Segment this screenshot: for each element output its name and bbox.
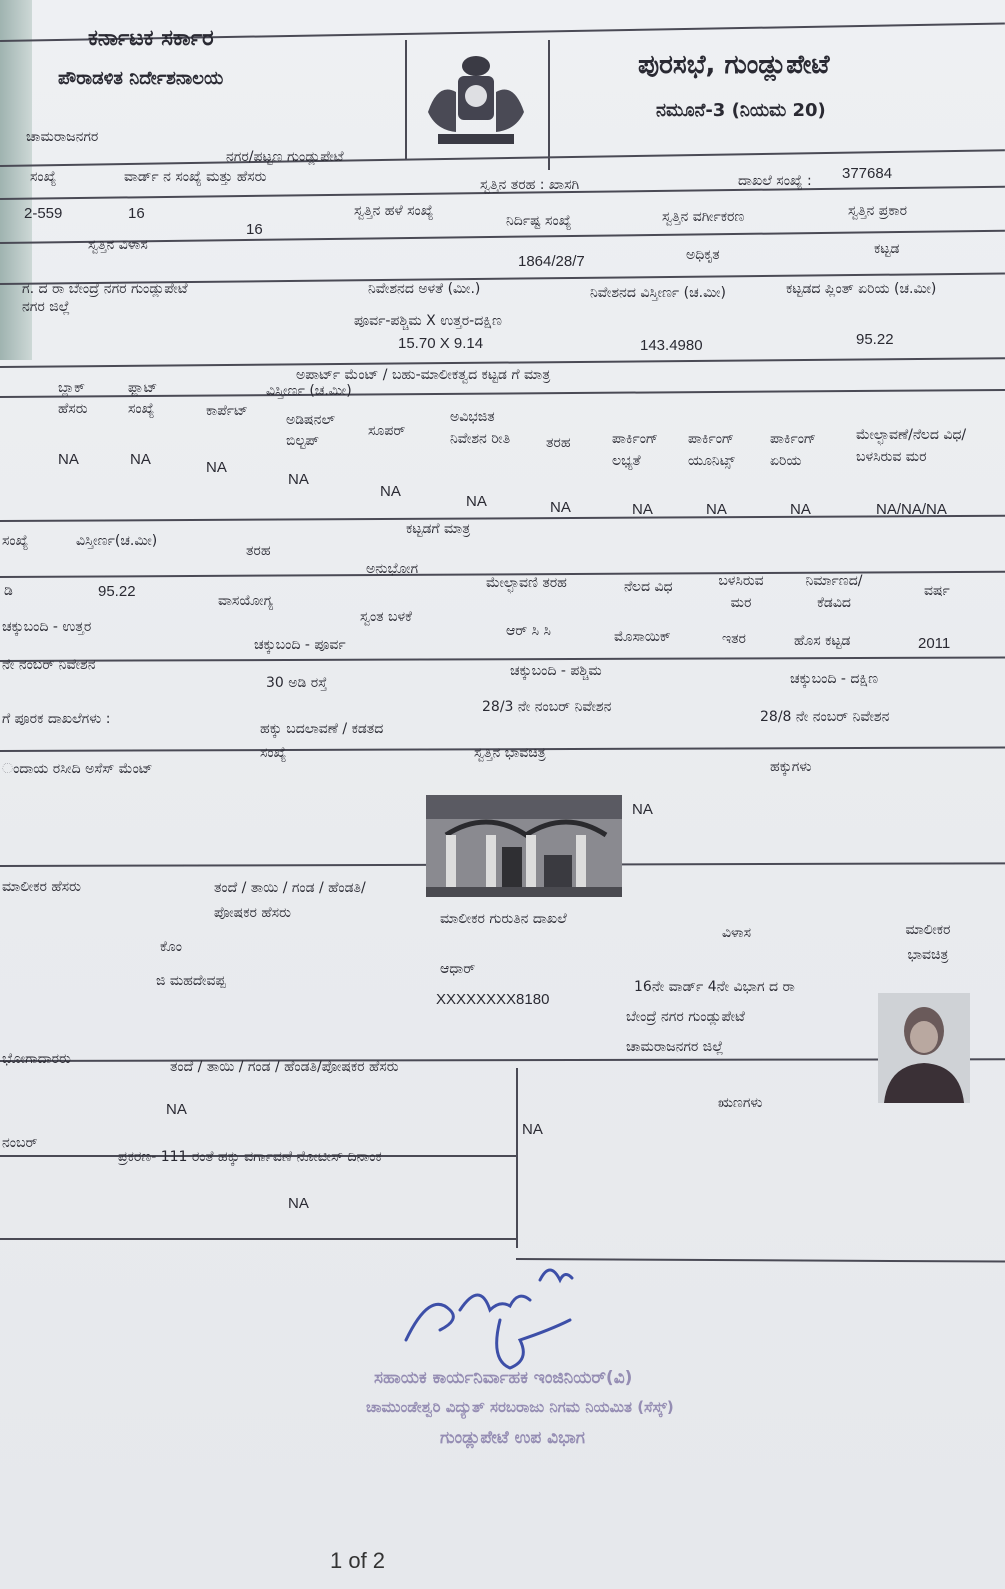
apartment-title: ಅಪಾರ್ಟ್ ಮೆಂಟ್ / ಬಹು-ಮಾಲೀಕತ್ವದ ಕಟ್ಟಡ ಗೆ ಮಾತ್ರ — [296, 367, 551, 383]
bld-header-type: ತರಹ — [246, 543, 271, 559]
apt-header-type: ತರಹ — [546, 435, 571, 451]
value-property-kind: ಕಟ್ಟಡ — [874, 241, 900, 257]
rule-11 — [0, 1058, 1005, 1061]
value-ward-no: 16 — [128, 205, 145, 222]
apt-value: NA — [632, 501, 653, 518]
form-number: ನಮೂನೆ-3 (ನಿಯಮ 20) — [656, 100, 826, 121]
plinth-area-value: 95.22 — [856, 331, 894, 348]
bld-header-year: ವರ್ಷ — [924, 583, 950, 599]
owner-address-line1: 16ನೇ ವಾರ್ಡ್ 4ನೇ ವಿಭಾಗ ದ ರಾ — [634, 979, 795, 995]
rule-4 — [0, 357, 1005, 367]
building-title: ಕಟ್ಟಡಗೆ ಮಾತ್ರ — [406, 521, 471, 537]
apt-header-carpet: ಕಾರ್ಪೆಟ್ — [206, 403, 248, 419]
bld-header-usage: ಅನುಭೋಗ — [366, 561, 419, 577]
stamp-line-3: ಗುಂಡ್ಲುಪೇಟೆ ಉಪ ವಿಭಾಗ — [440, 1428, 585, 1448]
boundary-west-value: 28/3 ನೇ ನಂಬರ್ ನಿವೇಶನ — [482, 699, 612, 715]
debts-header: ಋಣಗಳು — [718, 1095, 763, 1111]
apt-header-parking-avail: ಪಾರ್ಕಿಂಗ್ ಲಭ್ಯತೆ — [612, 431, 659, 470]
rule-2 — [0, 230, 1005, 244]
bld-value-type: ವಾಸಯೋಗ್ಯ — [218, 593, 274, 609]
rule-6 — [0, 515, 1005, 522]
dimension-value: 15.70 X 9.14 — [398, 335, 484, 352]
rule-occupant-split — [516, 1068, 518, 1248]
label-old-number: ಸ್ವತ್ತಿನ ಹಳೆ ಸಂಖ್ಯೆ — [354, 203, 434, 219]
page-number: 1 of 2 — [330, 1548, 386, 1573]
label-specific-number: ನಿರ್ದಿಷ್ಟ ಸಂಖ್ಯೆ — [506, 213, 572, 229]
owner-id-type: ಆಧಾರ್ — [440, 961, 476, 977]
owner-photo-header: ಮಾಲೀಕರ ಭಾವಚಿತ್ರ — [905, 922, 951, 964]
owner-id-header: ಮಾಲೀಕರ ಗುರುತಿನ ದಾಖಲೆ — [440, 911, 567, 927]
signature — [400, 1250, 600, 1380]
apt-header-roof: ಮೇಲ್ಛಾವಣೆ/ನೆಲದ ವಿಧ/ಬಳಸಿರುವ ಮರ — [856, 427, 967, 466]
district-name: ಚಾಮರಾಜನಗರ — [26, 129, 99, 145]
boundary-east-label: ಚಕ್ಕುಬಂದಿ - ಪೂರ್ವ — [254, 637, 346, 653]
notice-date-header: ಪ್ರಕರಣ- 111 ರಂತೆ ಹಕ್ಕು ವರ್ಗಾವಣೆ ನೋಟೀಸ್ ದಿನಾಂಕ — [118, 1149, 382, 1165]
owner-address-header: ವಿಳಾಸ — [722, 925, 752, 941]
rule-8 — [0, 656, 1005, 661]
notice-date-value: NA — [288, 1195, 309, 1212]
bld-value-usage: ಸ್ವಂತ ಬಳಕೆ — [360, 609, 412, 625]
owner-address-line3: ಚಾಮರಾಜನಗರ ಜಿಲ್ಲೆ — [626, 1039, 724, 1055]
property-photo-label: ಸ್ವತ್ತಿನ ಭಾವಚಿತ್ರ — [474, 745, 546, 761]
label-number: ಸಂಖ್ಯೆ — [30, 169, 57, 185]
revenue-receipt: ಂದಾಯ ರಸೀದಿ ಅಸೆಸ್ ಮೆಂಟ್ — [2, 761, 153, 777]
bld-value-construction: ಹೊಸ ಕಟ್ಟಡ — [794, 633, 851, 649]
rights-label: ಹಕ್ಕುಗಳು — [770, 759, 812, 775]
dimension-label: ನಿವೇಶನದ ಅಳತೆ (ಮೀ.) — [368, 281, 481, 297]
label-classification: ಸ್ವತ್ತಿನ ವರ್ಗೀಕರಣ — [662, 209, 745, 225]
value-ward-name: 16 — [246, 221, 263, 238]
state-emblem-icon — [418, 52, 534, 152]
occupant-father-value: NA — [166, 1101, 187, 1118]
record-no: 377684 — [842, 165, 893, 182]
apt-header-block: ಬ್ಲಾಕ್ ಹೆಸರು — [58, 380, 88, 417]
dimension-sub-label: ಪೂರ್ವ-ಪಶ್ಚಿಮ X ಉತ್ತರ-ದಕ್ಷಿಣ — [354, 313, 502, 329]
boundary-east-value: 30 ಅಡಿ ರಸ್ತೆ — [266, 675, 328, 691]
boundary-south-label: ಚಕ್ಕುಬಂದಿ - ದಕ್ಷಿಣ — [790, 671, 879, 687]
apt-header-super: ಸೂಪರ್ — [368, 423, 406, 439]
bld-header-roof: ಮೇಲ್ಛಾವಣಿ ತರಹ — [486, 575, 567, 591]
owner-name-header: ಮಾಲೀಕರ ಹೆಸರು — [2, 879, 81, 895]
apt-value: NA — [58, 451, 79, 468]
bld-value-wood: ಇತರ — [722, 631, 746, 647]
municipality-title: ಪುರಸಭೆ, ಗುಂಡ್ಲುಪೇಟೆ — [638, 50, 830, 80]
directorate-title: ಪೌರಾಡಳಿತ ನಿರ್ದೇಶನಾಲಯ — [58, 68, 224, 89]
bld-header-construction: ನಿರ್ಮಾಣದ/ ಕೆಡವಿದ — [805, 573, 863, 612]
value-classification: ಅಧಿಕೃತ — [686, 247, 720, 263]
apt-header-parking-area: ಪಾರ್ಕಿಂಗ್ ಏರಿಯ — [770, 431, 817, 470]
rights-change-label: ಹಕ್ಕು ಬದಲಾವಣೆ / ಕಡತದ ಸಂಖ್ಯೆ — [260, 721, 384, 761]
rule-13 — [0, 1238, 516, 1240]
debts-value: NA — [522, 1121, 543, 1138]
rule-header-left — [405, 40, 407, 160]
apt-header-additional: ಅಡಿಷನಲ್ ಬಿಲ್ಟಪ್ — [286, 412, 335, 449]
label-ward: ವಾರ್ಡ್ ನ ಸಂಖ್ಯೆ ಮತ್ತು ಹೆಸರು — [124, 169, 267, 185]
record-no-label: ದಾಖಲೆ ಸಂಖ್ಯೆ : — [738, 173, 812, 189]
boundary-south-value: 28/8 ನೇ ನಂಬರ್ ನಿವೇಶನ — [760, 709, 890, 725]
town-label: ನಗರ/ಪಟ್ಟಣ ಗುಂಡ್ಲುಪೇಟೆ — [226, 149, 344, 165]
govt-title: ಕರ್ನಾಟಕ ಸರ್ಕಾರ — [88, 26, 214, 51]
boundary-north-label: ಚಕ್ಕುಬಂದಿ - ಉತ್ತರ — [2, 619, 92, 635]
rights-value: NA — [632, 801, 653, 818]
bld-value-roof: ಆರ್ ಸಿ ಸಿ — [506, 623, 551, 639]
stamp-line-2: ಚಾಮುಂಡೇಶ್ವರಿ ವಿದ್ಯುತ್ ಸರಬರಾಜು ನಿಗಮ ನಿಯಮಿತ (ಸೆಸ್ಕ್) — [366, 1398, 674, 1416]
occupant-header: ಭೋಗಾದಾರರು — [2, 1051, 71, 1067]
apt-header-undivided: ಅವಿಭಜಿತ ನಿವೇಶನ ರೀತಿ — [450, 409, 511, 448]
bld-header-number: ಸಂಖ್ಯೆ — [2, 533, 29, 549]
bld-value-year: 2011 — [918, 635, 951, 652]
bld-header-wood: ಬಳಸಿರುವ ಮರ — [718, 573, 764, 612]
owner-address-line2: ಬೇಂದ್ರೆ ನಗರ ಗುಂಡ್ಲುಪೇಟೆ — [626, 1009, 745, 1025]
apt-header-area: ವಿಸ್ತೀರ್ಣ (ಚ.ಮೀ) — [266, 383, 352, 399]
boundary-west-label: ಚಕ್ಕುಬಂದಿ - ಪಶ್ಚಿಮ — [510, 663, 602, 679]
owner-father-name: ಜಿ ಮಹದೇವಪ್ಪ — [156, 973, 226, 989]
plinth-area-label: ಕಟ್ಟಡದ ಪ್ಲಿಂತ್ ಏರಿಯ (ಚ.ಮೀ) — [786, 281, 937, 297]
apt-value: NA — [130, 451, 151, 468]
rule-header-right — [548, 40, 550, 170]
bld-value-number: ಡಿ — [4, 583, 13, 599]
value-specific-number: 1864/28/7 — [518, 253, 585, 270]
bld-header-area: ವಿಸ್ತೀರ್ಣ(ಚ.ಮೀ) — [76, 533, 158, 549]
apt-value: NA — [706, 501, 727, 518]
number-header: ನಂಬರ್ — [2, 1135, 38, 1151]
bld-value-floor: ಮೊಸಾಯಿಕ್ — [614, 629, 671, 645]
property-type-label: ಸ್ವತ್ತಿನ ತರಹ : ಖಾಸಗಿ — [480, 177, 580, 193]
apt-value: NA — [206, 459, 227, 476]
supporting-docs-label: ಗೆ ಪೂರಕ ದಾಖಲೆಗಳು : — [2, 711, 111, 727]
stamp-line-1: ಸಹಾಯಕ ಕಾರ್ಯನಿರ್ವಾಹಕ ಇಂಜಿನಿಯರ್(ವಿ) — [374, 1368, 633, 1388]
bld-value-area: 95.22 — [98, 583, 136, 600]
owner-relation: ಕೊಂ — [160, 939, 182, 955]
occupant-father-header: ತಂದೆ / ತಾಯಿ / ಗಂಡ / ಹೆಂಡತಿ/ಪೋಷಕರ ಹೆಸರು — [170, 1059, 399, 1075]
owner-father-header: ತಂದೆ / ತಾಯಿ / ಗಂಡ / ಹೆಂಡತಿ/ಪೋಷಕರ ಹೆಸರು — [214, 880, 366, 922]
address-label: ಸ್ವತ್ತಿನ ವಿಳಾಸ — [88, 237, 148, 253]
site-area-label: ನಿವೇಶನದ ವಿಸ್ತೀರ್ಣ (ಚ.ಮೀ) — [590, 285, 726, 301]
apt-value: NA — [550, 499, 571, 516]
boundary-north-value: ನೇ ನಂಬರ್ ನಿವೇಶನ — [2, 657, 96, 673]
apt-value: NA — [380, 483, 401, 500]
site-area-value: 143.4980 — [640, 337, 703, 354]
owner-photo — [878, 993, 970, 1103]
label-property-kind: ಸ್ವತ್ತಿನ ಪ್ರಕಾರ — [848, 203, 908, 219]
address-line2: ನಗರ ಜಿಲ್ಲೆ — [22, 299, 70, 315]
owner-id-number: XXXXXXXX8180 — [436, 991, 550, 1008]
apt-value: NA — [466, 493, 487, 510]
address-line1: ಗ. ದ ರಾ ಬೇಂದ್ರೆ ನಗರ ಗುಂಡ್ಲುಪೇಟೆ — [22, 281, 188, 297]
value-number: 2-559 — [24, 205, 63, 222]
apt-header-flat: ಫ್ಲಾಟ್ ಸಂಖ್ಯೆ — [128, 380, 158, 417]
bld-header-floor: ನೆಲದ ವಿಧ — [624, 579, 673, 595]
apt-value: NA — [790, 501, 811, 518]
apt-header-parking-units: ಪಾರ್ಕಿಂಗ್ ಯೂನಿಟ್ಸ್ — [688, 431, 735, 470]
property-photo — [426, 795, 622, 897]
apt-value: NA — [288, 471, 309, 488]
apt-value: NA/NA/NA — [876, 501, 947, 518]
